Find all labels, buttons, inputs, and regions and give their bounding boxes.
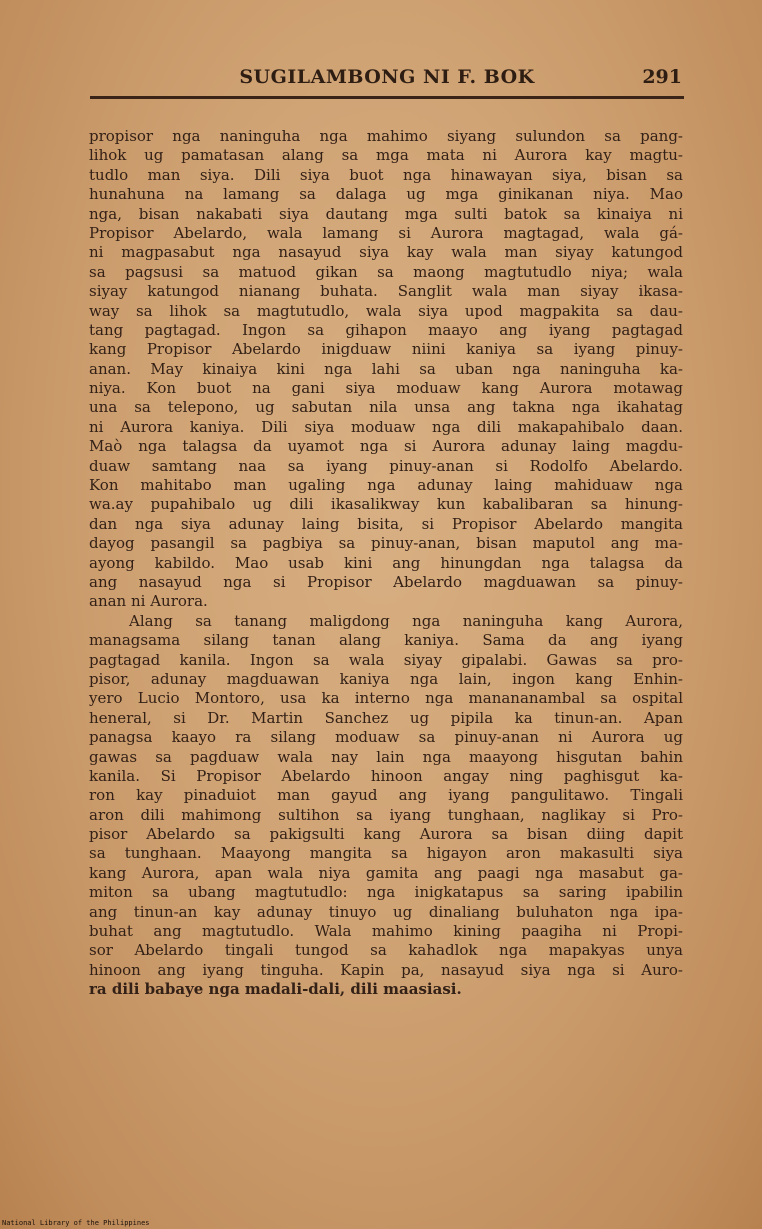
text-line: ayong kabildo. Mao usab kini ang hinungdan nga talagsa da [89,553,683,572]
text-line: pisor Abelardo sa pakigsulti kang Aurora sa bisan diing dapit [89,825,683,844]
text-line: hinoon ang iyang tinguha. Kapin pa, nasayud siya nga si Auro- [89,960,683,979]
text-line: yero Lucio Montoro, usa ka interno nga manananambal sa ospital [89,689,683,708]
text-line: pagtagad kanila. Ingon sa wala siyay gipalabi. Gawas sa pro- [89,650,683,669]
text-line: kanila. Si Propisor Abelardo hinoon angay ning paghisgut ka- [89,766,683,785]
text-line: sa pagsusi sa matuod gikan sa maong magtutudlo niya; wala [89,262,683,281]
text-line: ni Aurora kaniya. Dili siya moduaw nga dili makapahibalo daan. [89,417,683,436]
text-line: anan ni Aurora. [89,592,208,611]
text-line: sor Abelardo tingali tungod sa kahadlok nga mapakyas unya [89,941,683,960]
text-line: dayog pasangil sa pagbiya sa pinuy-anan, bisan maputol ang ma- [89,534,683,553]
text-line: hunahuna na lamang sa dalaga ug mga ginikanan niya. Mao [89,185,683,204]
text-line: Propisor Abelardo, wala lamang si Aurora magtagad, wala gá- [89,223,683,242]
running-head-title: SUGILAMBONG NI F. BOK [239,66,535,88]
text-line: wa.ay pupahibalo ug dili ikasalikway kun kabalibaran sa hinung- [89,495,683,514]
text-line: kang Propisor Abelardo inigduaw niini kaniya sa iyang pinuy- [89,340,683,359]
text-line: managsama silang tanan alang kaniya. Sama da ang iyang [89,631,683,650]
text-line: ang tinun-an kay adunay tinuyo ug dinaliang buluhaton nga ipa- [89,902,683,921]
text-line: niya. Kon buot na gani siya moduaw kang Aurora motawag [89,379,683,398]
text-line: buhat ang magtutudlo. Wala mahimo kining paagiha ni Propi- [89,922,683,941]
text-line: aron dili mahimong sultihon sa iyang tunghaan, naglikay si Pro- [89,805,683,824]
text-line: ron kay pinaduiot man gayud ang iyang pangulitawo. Tingali [89,786,683,805]
library-credit: National Library of the Philippines [2,1219,150,1227]
text-line: sa tunghaan. Maayong mangita sa higayon aron makasulti siya [89,844,683,863]
text-line: una sa telepono, ug sabutan nila unsa ang takna nga ikahatag [89,398,683,417]
text-line: tang pagtagad. Ingon sa gihapon maayo ang iyang pagtagad [89,320,683,339]
text-line: panagsa kaayo ra silang moduaw sa pinuy-anan ni Aurora ug [89,728,683,747]
text-line: miton sa ubang magtutudlo: nga inigkatapus sa saring ipabilin [89,883,683,902]
text-line: tudlo man siya. Dili siya buot nga hinawayan siya, bisan sa [89,165,683,184]
text-line: ni magpasabut nga nasayud siya kay wala man siyay katungod [89,243,683,262]
text-line: Maò nga talagsa da uyamot nga si Aurora adunay laing magdu- [89,437,683,456]
text-line: gawas sa pagduaw wala nay lain nga maayong hisgutan bahin [89,747,683,766]
page-header [90,66,684,100]
text-line: way sa lihok sa magtutudlo, wala siya upod magpakita sa dau- [89,301,683,320]
text-line: anan. May kinaiya kini nga lahi sa uban nga naninguha ka- [89,359,683,378]
text-line: lihok ug pamatasan alang sa mga mata ni Aurora kay magtu- [89,146,683,165]
text-line: duaw samtang naa sa iyang pinuy-anan si Rodolfo Abelardo. [89,456,683,475]
text-line: Alang sa tanang maligdong nga naninguha kang Aurora, [129,611,683,630]
page-number: 291 [642,66,682,88]
header-rule [90,96,684,99]
text-line: ang nasayud nga si Propisor Abelardo magduawan sa pinuy- [89,572,683,591]
text-line: pisor, adunay magduawan kaniya nga lain, ingon kang Enhin- [89,669,683,688]
text-line: ra dili babaye nga madali-dali, dili maasiasi. [89,980,462,999]
text-line: siyay katungod nianang buhata. Sanglit wala man siyay ikasa- [89,282,683,301]
text-line: Kon mahitabo man ugaling nga adunay laing mahiduaw nga [89,476,683,495]
text-line: nga, bisan nakabati siya dautang mga sulti batok sa kinaiya ni [89,204,683,223]
text-line: kang Aurora, apan wala niya gamita ang paagi nga masabut ga- [89,863,683,882]
text-line: propisor nga naninguha nga mahimo siyang sulundon sa pang- [89,127,683,145]
text-line: heneral, si Dr. Martin Sanchez ug pipila ka tinun-an. Apan [89,708,683,727]
body-text [89,127,683,1000]
text-line: dan nga siya adunay laing bisita, si Propisor Abelardo mangita [89,514,683,533]
